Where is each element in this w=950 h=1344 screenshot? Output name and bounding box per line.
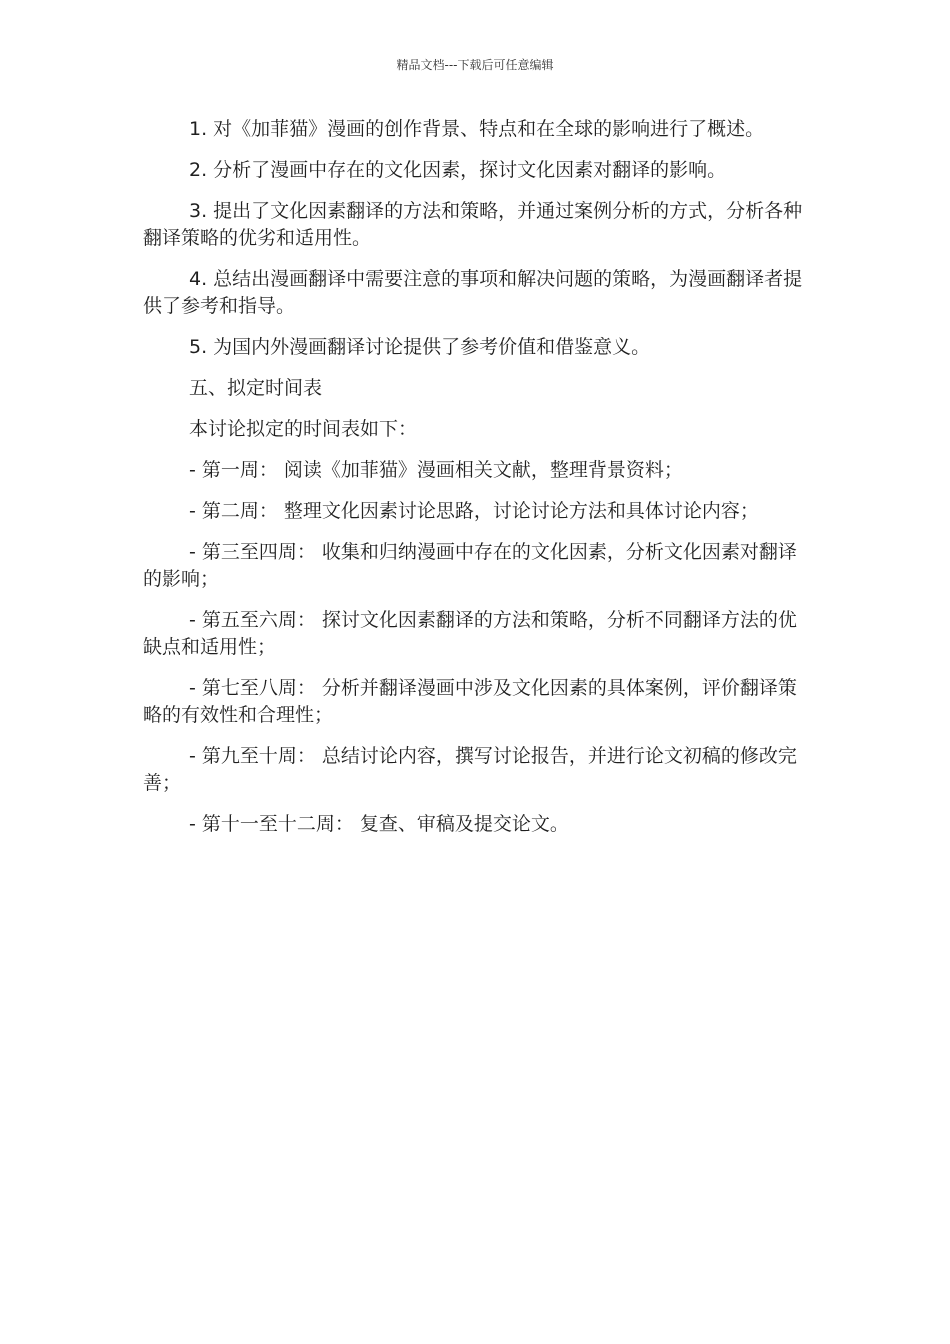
- schedule-intro: 本讨论拟定的时间表如下：: [189, 418, 418, 440]
- schedule-item-week-11-12: - 第十一至十二周： 复查、审稿及提交论文。: [189, 813, 569, 835]
- page-header: 精品文档---下载后可任意编辑: [396, 58, 554, 72]
- schedule-item-week-2: - 第二周： 整理文化因素讨论思路，讨论讨论方法和具体讨论内容；: [189, 500, 759, 522]
- outcome-item-1: 1. 对《加菲猫》漫画的创作背景、特点和在全球的影响进行了概述。: [189, 118, 765, 140]
- schedule-item-week-3-4: - 第三至四周： 收集和归纳漫画中存在的文化因素，分析文化因素对翻译的影响；: [143, 541, 797, 590]
- outcome-item-4: 4. 总结出漫画翻译中需要注意的事项和解决问题的策略，为漫画翻译者提供了参考和指导。: [143, 268, 803, 317]
- section-heading-schedule: 五、拟定时间表: [189, 377, 323, 399]
- outcome-item-3: 3. 提出了文化因素翻译的方法和策略，并通过案例分析的方式，分析各种翻译策略的优劣和适用性。: [143, 200, 803, 249]
- schedule-item-week-1: - 第一周： 阅读《加菲猫》漫画相关文献，整理背景资料；: [189, 459, 683, 481]
- schedule-item-week-7-8: - 第七至八周： 分析并翻译漫画中涉及文化因素的具体案例，评价翻译策略的有效性和合理性；: [143, 677, 797, 726]
- outcome-item-5: 5. 为国内外漫画翻译讨论提供了参考价值和借鉴意义。: [189, 336, 651, 358]
- outcome-item-2: 2. 分析了漫画中存在的文化因素，探讨文化因素对翻译的影响。: [189, 159, 727, 181]
- schedule-item-week-5-6: - 第五至六周： 探讨文化因素翻译的方法和策略，分析不同翻译方法的优缺点和适用性；: [143, 609, 797, 658]
- document-body: [143, 116, 806, 852]
- schedule-item-week-9-10: - 第九至十周： 总结讨论内容，撰写讨论报告，并进行论文初稿的修改完善；: [143, 745, 797, 794]
